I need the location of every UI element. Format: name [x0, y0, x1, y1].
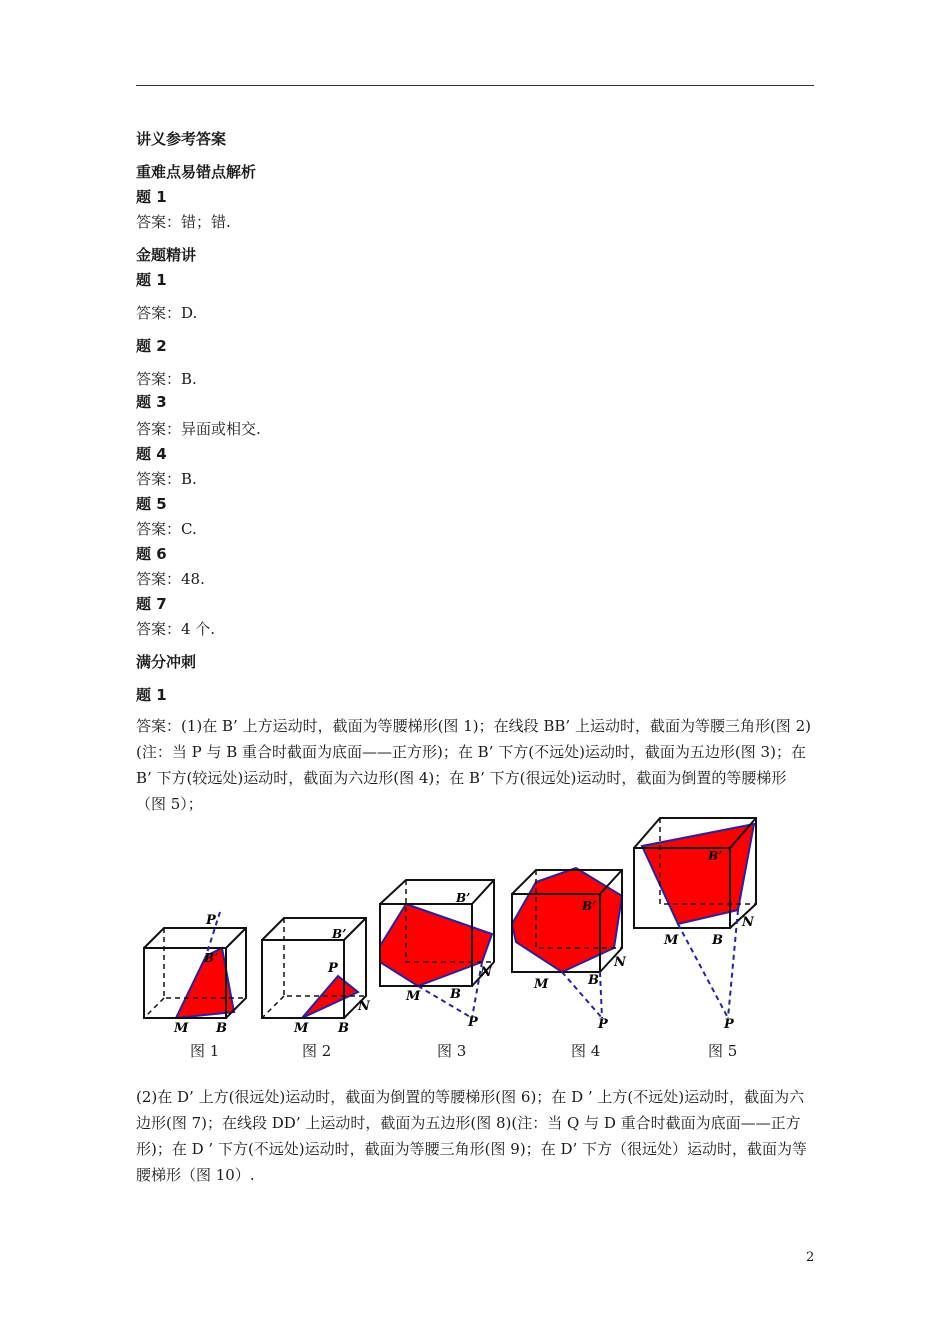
figure-caption: 图 5	[708, 1042, 738, 1060]
label-N: N	[358, 999, 370, 1014]
figure-1-diagram	[144, 912, 246, 1036]
label-B-prime: B’	[332, 927, 347, 941]
figure-3-section	[380, 904, 492, 986]
label-N: N	[614, 955, 626, 970]
figure-caption: 图 2	[302, 1042, 332, 1060]
label-P: P	[724, 1017, 734, 1032]
section-heading-gold-questions: 金题精讲	[136, 246, 197, 264]
figure-4-section	[512, 868, 622, 972]
label-B: B	[338, 1021, 349, 1036]
question-label: 题 4	[136, 445, 167, 463]
label-N: N	[480, 965, 492, 980]
figure-4-diagram	[512, 868, 627, 1032]
label-B: B	[588, 973, 599, 988]
answer-text: 答案：D.	[136, 304, 198, 322]
label-M: M	[406, 989, 421, 1004]
label-M: M	[534, 977, 549, 992]
answer-paragraph-2: (2)在 D’ 上方(很远处)运动时，截面为倒置的等腰梯形(图 6)；在 D ’ 上方(不远处)运动时，截面为六边形(图 7)；在线段 DD’ 上运动时，截面为五边形(图 8)(注：当 Q 与 D 重合时截面为底面——正方形)；在 D ’ 下方(不远处)运动时，截面为等腰三角形(图 9)；在 D’ 下方（很远处）运动时，截面为等腰梯形（图 10）.	[136, 1088, 808, 1184]
figure-2-diagram	[262, 918, 371, 1036]
figure-caption: 图 4	[571, 1042, 601, 1060]
section-heading-difficult-points: 重难点易错点解析	[136, 163, 257, 181]
answer-text: 答案：B.	[136, 370, 197, 388]
figure-caption: 图 1	[190, 1042, 220, 1060]
label-B-prime: B’	[204, 951, 219, 965]
answer-text: 答案：B.	[136, 470, 197, 488]
label-M: M	[664, 933, 679, 948]
answer-text: 答案：异面或相交.	[136, 420, 261, 438]
question-label: 题 3	[136, 393, 167, 411]
answer-text: 答案：48.	[136, 570, 205, 588]
question-label: 题 5	[136, 495, 167, 513]
question-label: 题 1	[136, 271, 167, 289]
question-label: 题 1	[136, 686, 167, 704]
answer-text: 答案：错；错.	[136, 213, 231, 231]
section-heading-full-score: 满分冲刺	[136, 653, 197, 671]
label-N: N	[742, 915, 754, 930]
figure-caption: 图 3	[437, 1042, 467, 1060]
label-P: P	[598, 1017, 608, 1032]
header-rule	[136, 85, 814, 86]
label-B: B	[450, 987, 461, 1002]
label-B-prime: B’	[582, 899, 597, 913]
label-M: M	[174, 1021, 189, 1036]
label-P: P	[328, 961, 338, 976]
answer-text: 答案：C.	[136, 520, 197, 538]
question-label: 题 6	[136, 545, 167, 563]
page-title: 讲义参考答案	[136, 130, 227, 148]
label-B-prime: B’	[708, 849, 723, 863]
label-B: B	[216, 1021, 227, 1036]
label-M: M	[294, 1021, 309, 1036]
figure-3-diagram	[380, 880, 494, 1030]
label-P: P	[206, 913, 216, 928]
question-label: 题 1	[136, 188, 167, 206]
cross-section-figures	[136, 812, 816, 1062]
label-B: B	[712, 933, 723, 948]
label-B-prime: B’	[456, 891, 471, 905]
label-P: P	[468, 1015, 478, 1030]
question-label: 题 7	[136, 595, 167, 613]
answer-text: 答案：4 个.	[136, 620, 216, 638]
answer-paragraph-1: 答案：(1)在 B’ 上方运动时，截面为等腰梯形(图 1)；在线段 BB’ 上运动时，截面为等腰三角形(图 2)(注：当 P 与 B 重合时截面为底面——正方形)；在 B’ 下方(不远处)运动时，截面为五边形(图 3)；在 B’ 下方(较远处)运动时，截面为六边形(图 4)；在 B’ 下方(很远处)运动时，截面为倒置的等腰梯形（图 5）；	[136, 717, 811, 813]
figure-5-diagram	[634, 818, 756, 1032]
page-number: 2	[806, 1250, 815, 1265]
question-label: 题 2	[136, 337, 167, 355]
